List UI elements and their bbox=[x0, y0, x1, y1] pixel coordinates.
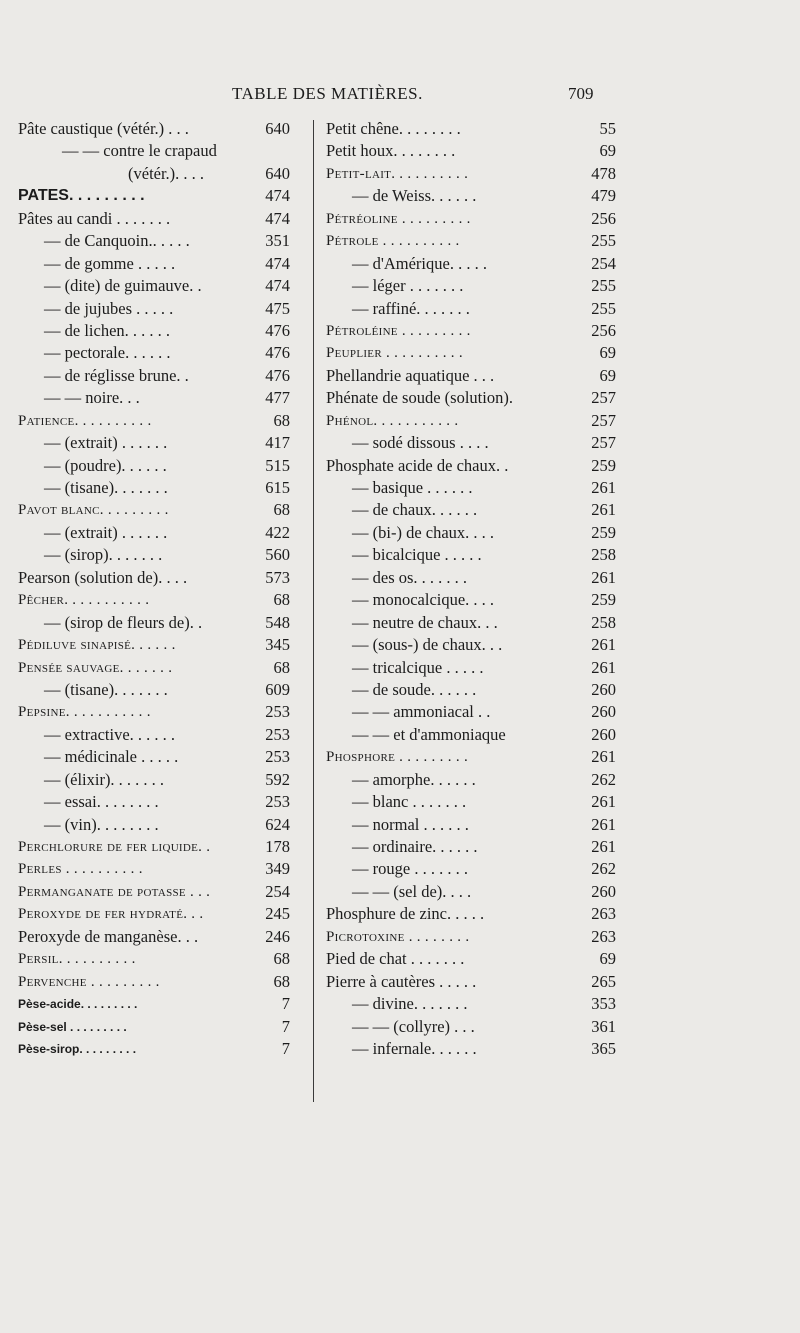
entry-label: — (élixir). . . . . . . bbox=[44, 769, 165, 789]
entry-page-number: 365 bbox=[591, 1038, 616, 1058]
entry-label: — (dite) de guimauve. . bbox=[44, 276, 202, 296]
entry-label: Pèse-acide. . . . . . . . . bbox=[18, 997, 138, 1012]
entry-page-number: 349 bbox=[265, 859, 290, 879]
entry-label: Pearson (solution de). . . . bbox=[18, 567, 188, 587]
entry-label: — — noire. . . bbox=[44, 388, 140, 408]
entry-page-number: 68 bbox=[273, 590, 290, 610]
index-entry bbox=[326, 387, 616, 409]
entry-page-number: 260 bbox=[591, 724, 616, 744]
entry-label: — léger . . . . . . . bbox=[352, 276, 464, 296]
index-entry bbox=[18, 724, 290, 746]
entry-page-number: 261 bbox=[591, 657, 616, 677]
entry-label: — ordinaire. . . . . . bbox=[352, 837, 478, 856]
entry-page-number: 609 bbox=[265, 679, 290, 699]
entry-label: Pensée sauvage. . . . . . . bbox=[18, 659, 173, 676]
entry-label: — bicalcique . . . . . bbox=[352, 545, 482, 565]
entry-label: — sodé dissous . . . . bbox=[352, 433, 489, 453]
index-entry bbox=[326, 746, 616, 768]
entry-page-number: 560 bbox=[265, 545, 290, 565]
entry-page-number: 254 bbox=[591, 253, 616, 273]
index-entry bbox=[326, 410, 616, 432]
index-entry bbox=[326, 634, 616, 656]
entry-label: Pétroléine . . . . . . . . . bbox=[326, 322, 471, 339]
entry-page-number: 479 bbox=[591, 186, 616, 206]
entry-page-number: 640 bbox=[265, 119, 290, 138]
entry-page-number: 245 bbox=[265, 904, 290, 924]
page-header bbox=[0, 84, 800, 108]
entry-label: Perles . . . . . . . . . . bbox=[18, 861, 143, 878]
entry-page-number: 624 bbox=[265, 814, 290, 834]
index-entry bbox=[326, 769, 616, 791]
entry-page-number: 548 bbox=[265, 612, 290, 632]
entry-label: — des os. . . . . . . bbox=[352, 567, 468, 587]
index-entry bbox=[18, 410, 290, 432]
index-entry bbox=[18, 342, 290, 364]
right-column bbox=[326, 118, 616, 1060]
entry-page-number: 256 bbox=[591, 208, 616, 228]
index-entry bbox=[18, 971, 290, 993]
index-entry bbox=[18, 118, 290, 140]
entry-label: Patience. . . . . . . . . . bbox=[18, 412, 152, 429]
index-entry bbox=[326, 320, 616, 342]
index-entry bbox=[18, 567, 290, 589]
entry-label: — (extrait) . . . . . . bbox=[44, 522, 168, 542]
entry-page-number: 253 bbox=[265, 747, 290, 767]
entry-page-number: 417 bbox=[265, 433, 290, 453]
index-entry bbox=[326, 455, 616, 477]
index-entry bbox=[18, 679, 290, 701]
index-entry bbox=[326, 544, 616, 566]
entry-label: — de jujubes . . . . . bbox=[44, 298, 174, 318]
entry-page-number: 255 bbox=[591, 276, 616, 296]
index-entry bbox=[18, 858, 290, 880]
entry-page-number: 476 bbox=[265, 365, 290, 385]
index-entry bbox=[326, 858, 616, 880]
entry-page-number: 261 bbox=[591, 837, 616, 856]
entry-page-number: 68 bbox=[273, 410, 290, 430]
index-entry bbox=[18, 544, 290, 566]
entry-label: Pâtes au candi . . . . . . . bbox=[18, 208, 171, 228]
entry-page-number: 254 bbox=[265, 881, 290, 901]
index-entry bbox=[326, 1016, 616, 1038]
entry-label: — (poudre). . . . . . bbox=[44, 455, 167, 475]
entry-page-number: 258 bbox=[591, 612, 616, 632]
entry-page-number: 476 bbox=[265, 320, 290, 340]
entry-page-number: 573 bbox=[265, 567, 290, 587]
index-entry bbox=[326, 208, 616, 230]
index-entry bbox=[18, 163, 290, 185]
entry-label: — (bi-) de chaux. . . . bbox=[352, 522, 495, 542]
entry-label: Peroxyde de fer hydraté. . . bbox=[18, 906, 204, 923]
index-entry bbox=[326, 230, 616, 252]
entry-label: Pavot blanc. . . . . . . . . bbox=[18, 502, 169, 519]
index-entry bbox=[326, 342, 616, 364]
entry-label: Petit-lait. . . . . . . . . . bbox=[326, 165, 469, 182]
index-entry bbox=[326, 118, 616, 140]
index-entry bbox=[18, 701, 290, 723]
entry-page-number: 515 bbox=[265, 455, 290, 475]
entry-label: Petit houx. . . . . . . . bbox=[326, 141, 456, 161]
entry-page-number: 640 bbox=[265, 163, 290, 183]
entry-label: — de Canquoin.. . . . . bbox=[44, 231, 190, 251]
entry-page-number: 68 bbox=[273, 949, 290, 969]
entry-page-number: 68 bbox=[273, 657, 290, 677]
index-entry bbox=[18, 814, 290, 836]
entry-page-number: 7 bbox=[281, 994, 290, 1014]
entry-page-number: 7 bbox=[281, 1038, 290, 1058]
entry-page-number: 353 bbox=[591, 994, 616, 1014]
index-entry bbox=[18, 657, 290, 679]
entry-page-number: 261 bbox=[591, 814, 616, 834]
entry-page-number: 475 bbox=[265, 298, 290, 318]
entry-label: — médicinale . . . . . bbox=[44, 747, 179, 767]
entry-label: Pêcher. . . . . . . . . . . bbox=[18, 592, 150, 609]
entry-page-number: 262 bbox=[591, 859, 616, 879]
entry-label: — (tisane). . . . . . . bbox=[44, 679, 168, 699]
entry-label: Phosphore . . . . . . . . . bbox=[326, 749, 469, 766]
entry-page-number: 262 bbox=[591, 769, 616, 789]
entry-label: — de Weiss. . . . . . bbox=[352, 186, 477, 206]
index-entry bbox=[326, 477, 616, 499]
entry-page-number: 253 bbox=[265, 702, 290, 722]
entry-label: — de gomme . . . . . bbox=[44, 253, 176, 273]
entry-label: — monocalcique. . . . bbox=[352, 590, 495, 610]
entry-label: — (sirop de fleurs de). . bbox=[44, 612, 203, 632]
entry-label: Pétrole . . . . . . . . . . bbox=[326, 233, 460, 250]
index-entry bbox=[18, 881, 290, 903]
index-entry bbox=[326, 275, 616, 297]
index-entry bbox=[326, 836, 616, 858]
index-entry bbox=[18, 320, 290, 342]
entry-page-number: 68 bbox=[273, 500, 290, 520]
entry-page-number: 258 bbox=[591, 545, 616, 565]
index-entry bbox=[18, 208, 290, 230]
entry-label: — raffiné. . . . . . . bbox=[352, 298, 470, 318]
entry-page-number: 7 bbox=[281, 1016, 290, 1036]
entry-label: Peroxyde de manganèse. . . bbox=[18, 926, 199, 946]
entry-page-number: 257 bbox=[591, 433, 616, 453]
index-entry bbox=[18, 365, 290, 387]
entry-page-number: 69 bbox=[599, 949, 616, 969]
entry-page-number: 257 bbox=[591, 410, 616, 430]
entry-page-number: 257 bbox=[591, 388, 616, 408]
index-entry bbox=[18, 926, 290, 948]
entry-label: — de soude. . . . . . bbox=[352, 679, 477, 699]
index-entry bbox=[326, 253, 616, 275]
index-entry bbox=[18, 432, 290, 454]
index-entry bbox=[326, 163, 616, 185]
entry-label: — infernale. . . . . . bbox=[352, 1038, 477, 1058]
entry-page-number: 345 bbox=[265, 635, 290, 655]
entry-page-number: 261 bbox=[591, 478, 616, 497]
entry-label: Pervenche . . . . . . . . . bbox=[18, 973, 160, 990]
entry-label: — (vin). . . . . . . . bbox=[44, 814, 159, 834]
entry-page-number: 474 bbox=[265, 208, 290, 228]
entry-page-number: 69 bbox=[599, 343, 616, 363]
index-entry bbox=[326, 881, 616, 903]
entry-label: — pectorale. . . . . . bbox=[44, 343, 171, 363]
index-entry bbox=[326, 140, 616, 162]
index-entry bbox=[18, 791, 290, 813]
entry-page-number: 259 bbox=[591, 590, 616, 610]
entry-label: Phosphate acide de chaux. . bbox=[326, 455, 509, 475]
entry-label: — d'Amérique. . . . . bbox=[352, 253, 487, 273]
entry-page-number: 261 bbox=[591, 567, 616, 587]
entry-page-number: 255 bbox=[591, 231, 616, 251]
entry-page-number: 260 bbox=[591, 679, 616, 699]
entry-page-number: 259 bbox=[591, 455, 616, 475]
entry-label: — rouge . . . . . . . bbox=[352, 859, 468, 879]
entry-label: Phellandrie aquatique . . . bbox=[326, 365, 495, 385]
entry-label: Pierre à cautères . . . . . bbox=[326, 971, 477, 991]
entry-label: — normal . . . . . . bbox=[352, 814, 469, 834]
entry-page-number: 351 bbox=[265, 231, 290, 251]
entry-page-number: 615 bbox=[265, 478, 290, 497]
entry-label: — (sirop). . . . . . . bbox=[44, 545, 163, 565]
entry-page-number: 261 bbox=[591, 747, 616, 767]
entry-label: — — contre le crapaud bbox=[62, 141, 217, 161]
entry-label: Pèse-sel . . . . . . . . . bbox=[18, 1019, 127, 1034]
entry-label: — — ammoniacal . . bbox=[352, 702, 491, 722]
entry-label: Phénate de soude (solution). bbox=[326, 388, 513, 408]
index-entry bbox=[326, 499, 616, 521]
entry-label: Picrotoxine . . . . . . . . bbox=[326, 928, 470, 945]
entry-label: — — (sel de). . . . bbox=[352, 881, 472, 901]
entry-label: — blanc . . . . . . . bbox=[352, 792, 467, 812]
index-entry bbox=[326, 971, 616, 993]
entry-label: — (tisane). . . . . . . bbox=[44, 478, 168, 497]
index-entry bbox=[18, 1038, 290, 1060]
entry-label: — (sous-) de chaux. . . bbox=[352, 635, 503, 655]
entry-page-number: 263 bbox=[591, 926, 616, 946]
column-divider bbox=[313, 120, 314, 1102]
entry-label: Peuplier . . . . . . . . . . bbox=[326, 345, 463, 362]
entry-page-number: 68 bbox=[273, 971, 290, 991]
index-entry bbox=[18, 589, 290, 611]
index-entry bbox=[326, 903, 616, 925]
entry-page-number: 474 bbox=[265, 186, 290, 206]
index-entry bbox=[18, 477, 290, 499]
index-entry bbox=[18, 1016, 290, 1038]
entry-label: — extractive. . . . . . bbox=[44, 724, 176, 744]
entry-label: Pâte caustique (vétér.) . . . bbox=[18, 119, 189, 138]
index-entry bbox=[326, 657, 616, 679]
index-entry bbox=[326, 365, 616, 387]
entry-label: Pepsine. . . . . . . . . . . bbox=[18, 704, 151, 721]
index-entry bbox=[18, 499, 290, 521]
index-entry bbox=[18, 836, 290, 858]
entry-page-number: 261 bbox=[591, 792, 616, 812]
entry-label: Pédiluve sinapisé. . . . . . bbox=[18, 637, 176, 654]
entry-page-number: 69 bbox=[599, 365, 616, 385]
entry-page-number: 478 bbox=[591, 163, 616, 183]
entry-label: Pied de chat . . . . . . . bbox=[326, 949, 465, 969]
entry-page-number: 592 bbox=[265, 769, 290, 789]
index-entry bbox=[18, 903, 290, 925]
entry-label: — (extrait) . . . . . . bbox=[44, 433, 168, 453]
entry-page-number: 260 bbox=[591, 881, 616, 901]
entry-page-number: 263 bbox=[591, 904, 616, 924]
entry-label: Pétréoline . . . . . . . . . bbox=[326, 210, 471, 227]
index-entry bbox=[326, 701, 616, 723]
entry-page-number: 477 bbox=[265, 388, 290, 408]
entry-label: Persil. . . . . . . . . . bbox=[18, 951, 136, 968]
entry-page-number: 178 bbox=[265, 837, 290, 856]
entry-label: — neutre de chaux. . . bbox=[352, 612, 498, 632]
index-entry bbox=[326, 1038, 616, 1060]
entry-label: Phénol. . . . . . . . . . . bbox=[326, 412, 459, 429]
index-entry bbox=[326, 926, 616, 948]
index-entry bbox=[326, 724, 616, 746]
index-entry bbox=[18, 185, 290, 207]
entry-label: — — (collyre) . . . bbox=[352, 1016, 475, 1036]
entry-page-number: 261 bbox=[591, 635, 616, 655]
entry-page-number: 422 bbox=[265, 522, 290, 542]
index-entry bbox=[18, 612, 290, 634]
entry-page-number: 261 bbox=[591, 500, 616, 520]
page-number: 709 bbox=[568, 84, 594, 103]
entry-page-number: 69 bbox=[599, 141, 616, 161]
index-entry bbox=[326, 791, 616, 813]
page-title: TABLE DES MATIÈRES. bbox=[232, 84, 423, 103]
entry-page-number: 476 bbox=[265, 343, 290, 363]
entry-label: — basique . . . . . . bbox=[352, 478, 473, 497]
index-entry bbox=[18, 993, 290, 1015]
entry-label: — de chaux. . . . . . bbox=[352, 500, 478, 520]
index-entry bbox=[18, 298, 290, 320]
index-entry bbox=[18, 253, 290, 275]
index-entry bbox=[326, 948, 616, 970]
entry-label: — amorphe. . . . . . bbox=[352, 769, 476, 789]
entry-page-number: 253 bbox=[265, 724, 290, 744]
entry-label: — essai. . . . . . . . bbox=[44, 792, 159, 812]
entry-label: PATES. . . . . . . . . bbox=[18, 187, 145, 205]
index-entry bbox=[18, 275, 290, 297]
entry-page-number: 361 bbox=[591, 1016, 616, 1036]
index-entry bbox=[326, 185, 616, 207]
entry-label: — — et d'ammoniaque bbox=[352, 724, 506, 744]
entry-page-number: 265 bbox=[591, 971, 616, 991]
entry-label: Perchlorure de fer liquide. . bbox=[18, 839, 211, 855]
index-entry bbox=[18, 455, 290, 477]
entry-label: — tricalcique . . . . . bbox=[352, 657, 484, 677]
entry-label: — divine. . . . . . . bbox=[352, 994, 468, 1014]
entry-page-number: 260 bbox=[591, 702, 616, 722]
index-entry bbox=[326, 589, 616, 611]
entry-page-number: 255 bbox=[591, 298, 616, 318]
entry-label: Petit chêne. . . . . . . . bbox=[326, 119, 461, 138]
entry-page-number: 474 bbox=[265, 253, 290, 273]
entry-page-number: 55 bbox=[599, 119, 616, 138]
index-entry bbox=[18, 769, 290, 791]
index-entry bbox=[18, 387, 290, 409]
left-column bbox=[18, 118, 290, 1060]
entry-page-number: 256 bbox=[591, 320, 616, 340]
index-entry bbox=[18, 746, 290, 768]
index-entry bbox=[18, 230, 290, 252]
index-entry bbox=[326, 567, 616, 589]
index-entry bbox=[18, 140, 290, 162]
entry-label: Phosphure de zinc. . . . . bbox=[326, 904, 485, 924]
entry-label: Permanganate de potasse . . . bbox=[18, 883, 211, 900]
entry-page-number: 259 bbox=[591, 522, 616, 542]
index-entry bbox=[326, 432, 616, 454]
entry-label: (vétér.). . . . bbox=[128, 163, 205, 183]
entry-label: — de réglisse brune. . bbox=[44, 365, 189, 385]
entry-page-number: 474 bbox=[265, 276, 290, 296]
index-entry bbox=[326, 679, 616, 701]
index-entry bbox=[326, 522, 616, 544]
index-entry bbox=[326, 612, 616, 634]
entry-label: Pèse-sirop. . . . . . . . . bbox=[18, 1041, 137, 1056]
index-entry bbox=[18, 522, 290, 544]
index-entry bbox=[18, 634, 290, 656]
index-entry bbox=[326, 298, 616, 320]
entry-page-number: 246 bbox=[265, 926, 290, 946]
index-entry bbox=[326, 814, 616, 836]
index-entry bbox=[18, 948, 290, 970]
entry-label: — de lichen. . . . . . bbox=[44, 320, 171, 340]
entry-page-number: 253 bbox=[265, 792, 290, 812]
index-entry bbox=[326, 993, 616, 1015]
